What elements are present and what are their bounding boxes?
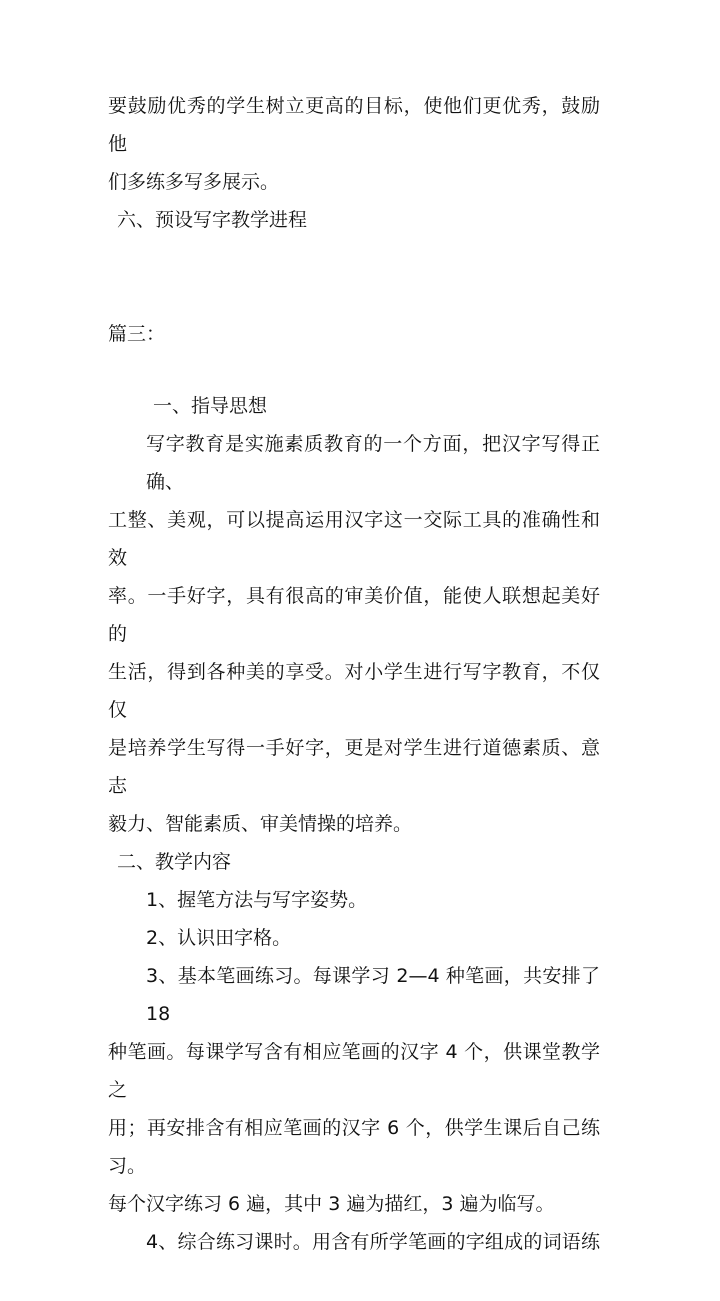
paragraph-line: 种笔画。每课学写含有相应笔画的汉字 4 个，供课堂教学之 [108,1041,600,1101]
paragraph-line: 生活，得到各种美的享受。对小学生进行写字教育，不仅仅 [108,661,600,721]
section-heading: 一、指导思想 [153,395,268,417]
paragraph-line: 要鼓励优秀的学生树立更高的目标，使他们更优秀，鼓励他 [108,95,600,155]
paragraph-line: 率。一手好字，具有很高的审美价值，能使人联想起美好的 [108,585,600,645]
list-item: 2、认识田字格。 [146,927,292,949]
list-item: 4、综合练习课时。用含有所学笔画的字组成的词语练 [146,1231,600,1253]
paragraph-line: 每个汉字练习 6 遍，其中 3 遍为描红，3 遍为临写。 [108,1193,555,1215]
paragraph-line: 用；再安排含有相应笔画的汉字 6 个，供学生课后自己练习。 [108,1117,600,1177]
paragraph-line: 是培养学生写得一手好字，更是对学生进行道德素质、意志 [108,737,600,797]
list-item: 3、基本笔画练习。每课学习 2—4 种笔画，共安排了 18 [146,965,600,1025]
section-heading: 二、教学内容 [117,851,232,873]
part-title: 篇三： [108,323,166,345]
paragraph-line: 写字教育是实施素质教育的一个方面，把汉字写得正确、 [146,433,600,493]
paragraph-line: 毅力、智能素质、审美情操的培养。 [108,813,413,835]
list-item: 1、握笔方法与写字姿势。 [146,889,368,911]
section-heading: 六、预设写字教学进程 [117,209,308,231]
paragraph-line: 们多练多写多展示。 [108,171,280,193]
paragraph-line: 工整、美观，可以提高运用汉字这一交际工具的准确性和效 [108,509,600,569]
